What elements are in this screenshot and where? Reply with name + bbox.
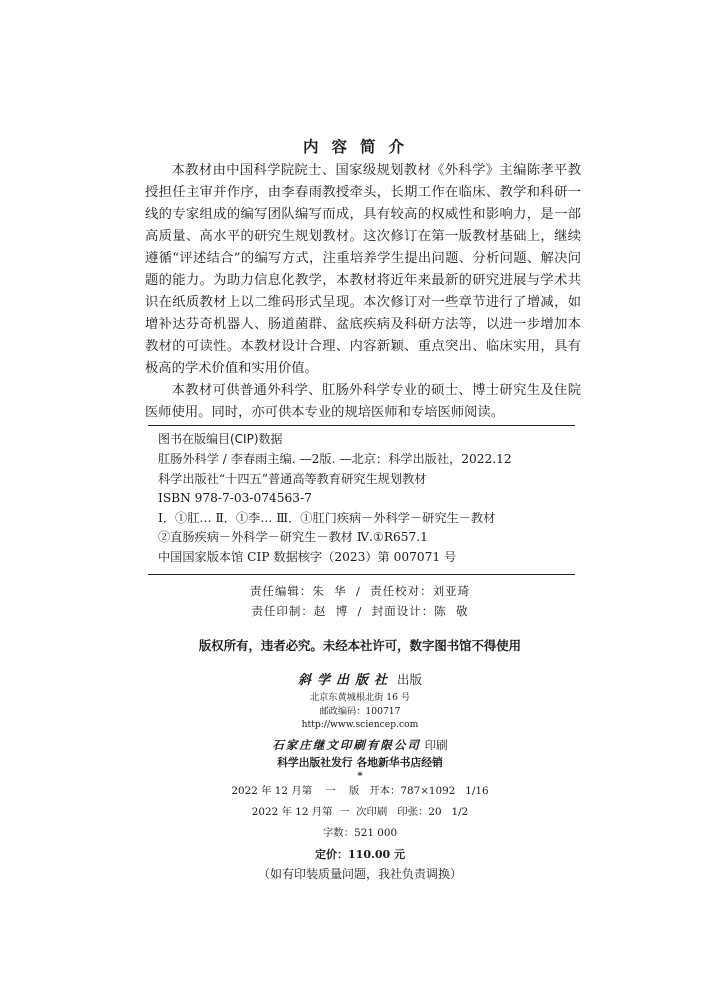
separator-star: * [357,770,363,782]
cip-line-isbn: ISBN 978-7-03-074563-7 [158,491,312,505]
publisher-block [0,670,720,783]
printer-line [0,735,720,755]
specs-block [0,781,720,884]
cip-line-classification-2: ②直肠疾病－外科学－研究生－教材 Ⅳ.①R657.1 [158,530,428,544]
intro-section [145,160,581,424]
publisher-postcode: 邮政编码：100717 [319,705,401,717]
cip-bottom-divider [148,574,575,575]
intro-paragraph-1: 本教材由中国科学院院士、国家级规划教材《外科学》主编陈孝平教授担任主审并作序，由李春雨教授牵头，长期工作在临床、教学和科研一线的专家组成的编写团队编写而成，具有较高的权威性和影响力，是一部高质量、高水平的研究生规划教材。这次修订在第一版教材基础上，继续遵循“评述结合”的编写方式，注重培养学生提出问题、分析问题、解决问题的能力。为助力信息化教学，本教材将近年来最新的研究进展与学术共识在纸质教材上以二维码形式呈现。本次修订对一些章节进行了增减，如增补达芬奇机器人、肠道菌群、盆底疾病及科研方法等，以进一步增加本教材的可读性。本教材设计合理、内容新颖、重点突出、临床实用，具有极高的学术价值和实用价值。 [145,163,581,376]
distribution-line: 科学出版社发行 各地新华书店经销 [277,755,443,769]
printer-name: 石家庄继文印刷有限公司 [272,737,421,752]
word-count: 字数：521 000 [322,827,398,839]
publisher-url: http://www.sciencep.com [301,719,419,730]
editors-block [0,581,720,621]
editors-row-1: 责任编辑：朱 华 / 责任校对：刘亚琦 [249,584,471,598]
publisher-address: 北京东黄城根北街 16 号 [309,692,411,703]
edition-line: 2022 年 12 月第 一 版 开本：787×1092 1/16 [231,785,489,797]
quality-note: （如有印装质量问题，我社负责调换） [257,867,462,881]
editors-row-2: 责任印制：赵 博 / 封面设计：陈 敬 [251,604,469,618]
copyright-notice: 版权所有，违者必究。未经本社许可，数字图书馆不得使用 [198,638,522,653]
publisher-line [0,670,720,691]
publisher-logo: 斜学出版社 [297,673,393,688]
printer-suffix: 印刷 [424,737,448,752]
cip-line-record-number: 中国国家版本馆 CIP 数据核字（2023）第 007071 号 [158,549,457,564]
printing-line: 2022 年 12 月第 一 次印刷 印张：20 1/2 [251,806,469,818]
cip-line-classification-1: Ⅰ．①肛… Ⅱ．①李… Ⅲ．①肛门疾病－外科学－研究生－教材 [158,510,496,525]
publisher-suffix: 出版 [396,672,422,687]
price: 定价：110.00 元 [315,848,405,861]
cip-top-divider [148,425,575,426]
cip-block [158,430,578,567]
intro-paragraph-2: 本教材可供普通外科学、肛肠外科学专业的硕士、博士研究生及住院医师使用。同时，亦可供本专业的规培医师和专培医师阅读。 [145,383,581,420]
cip-line-series: 科学出版社“十四五”普通高等教育研究生规划教材 [158,471,427,486]
cip-heading: 图书在版编目(CIP)数据 [158,432,283,446]
page-title: 内容简介 [302,138,417,156]
cip-line-title: 肛肠外科学 / 李春雨主编. —2版. —北京：科学出版社，2022.12 [158,452,512,466]
